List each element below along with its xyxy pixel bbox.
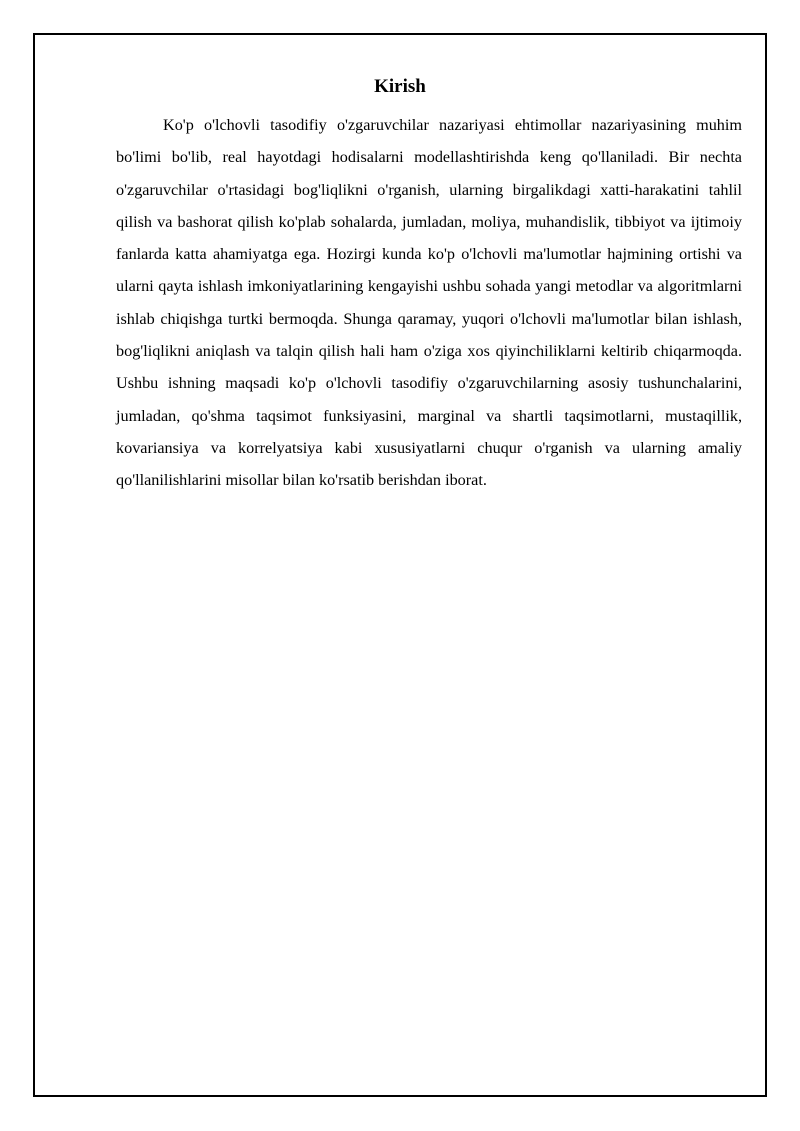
intro-paragraph: Ko'p o'lchovli tasodifiy o'zgaruvchilar nazariyasi ehtimollar nazariyasining muhim bo'limi bo'lib, real hayotdagi hodisalarni modellashtirishda keng qo'llaniladi. Bir nechta o'zgaruvchilar o'rtasidagi bog'liqlikni o'rganish, ularning birgalikdagi xatti-harakatini tahlil qilish va bashorat qilish ko'plab sohalarda, jumladan, moliya, muhandislik, tibbiyot va ijtimoiy fanlarda katta ahamiyatga ega. Hozirgi kunda ko'p o'lchovli ma'lumotlar hajmining ortishi va ularni qayta ishlash imkoniyatlarining kengayishi ushbu sohada yangi metodlar va algoritmlarni ishlab chiqishga turtki bermoqda. Shunga qaramay, yuqori o'lchovli ma'lumotlar bilan ishlash, bog'liqlikni aniqlash va talqin qilish hali ham o'ziga xos qiyinchiliklarni keltirib chiqarmoqda. Ushbu ishning maqsadi ko'p o'lchovli tasodifiy o'zgaruvchilarning asosiy tushunchalarini, jumladan, qo'shma taqsimot funksiyasini, marginal va shartli taqsimotlarni, mustaqillik, kovariansiya va korrelyatsiya kabi xususiyatlarni chuqur o'rganish va ularning amaliy qo'llanilishlarini misollar bilan ko'rsatib berishdan iborat. — [116, 116, 742, 490]
section-title: Kirish — [374, 76, 426, 97]
